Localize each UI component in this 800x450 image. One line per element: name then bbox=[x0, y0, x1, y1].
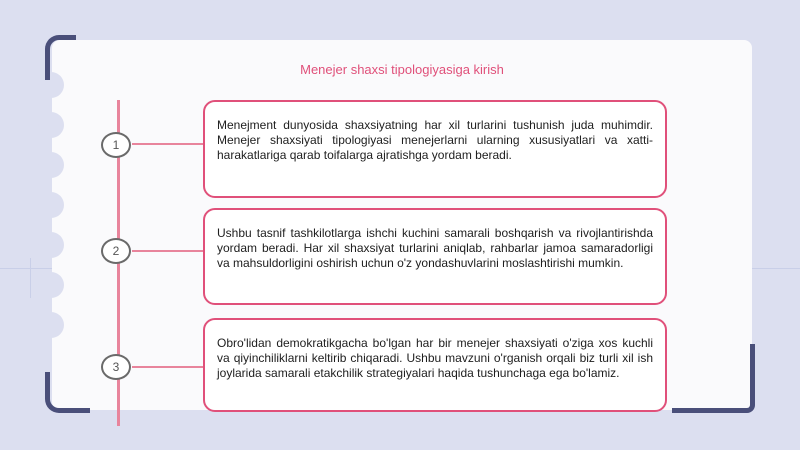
step-number-badge: 3 bbox=[101, 354, 131, 380]
step-number-badge: 2 bbox=[101, 238, 131, 264]
binder-hole bbox=[38, 312, 64, 338]
timeline-connector bbox=[132, 366, 204, 368]
step-text-box: Ushbu tasnif tashkilotlarga ishchi kuchini samarali boshqarish va rivojlantirishda yordam beradi. Har xil shaxsiyat turlarini aniqlab, rahbarlar jamoa samaradorligi va mahsuldorligini oshirish uchun o'z yondashuvlarini moslashtirishi mumkin. bbox=[203, 208, 667, 305]
step-text-box: Obro'lidan demokratikgacha bo'lgan har bir menejer shaxsiyati o'ziga xos kuchli va qiyinchiliklarni keltirib chiqaradi. Ushbu mavzuni o'rganish orqali biz turli xil ish joylarida samarali etakchilik strategiyalari haqida tushunchaga ega bo'lamiz. bbox=[203, 318, 667, 412]
timeline-connector bbox=[132, 143, 204, 145]
timeline-connector bbox=[132, 250, 204, 252]
step-text-box: Menejment dunyosida shaxsiyatning har xil turlarini tushunish juda muhimdir. Menejer shaxsiyati tipologiyasi menejerlarni ularning xususiyatlari va xatti-harakatlariga qarab toifalarga ajratishga yordam beradi. bbox=[203, 100, 667, 198]
binder-hole bbox=[38, 272, 64, 298]
step-number-badge: 1 bbox=[101, 132, 131, 158]
background-tick bbox=[30, 258, 31, 298]
binder-hole bbox=[38, 232, 64, 258]
slide-title: Menejer shaxsi tipologiyasiga kirish bbox=[300, 62, 504, 77]
binder-hole bbox=[38, 152, 64, 178]
corner-bracket-bottom-right bbox=[672, 344, 755, 413]
binder-hole bbox=[38, 112, 64, 138]
corner-bracket-bottom-left bbox=[45, 372, 90, 413]
binder-hole bbox=[38, 192, 64, 218]
